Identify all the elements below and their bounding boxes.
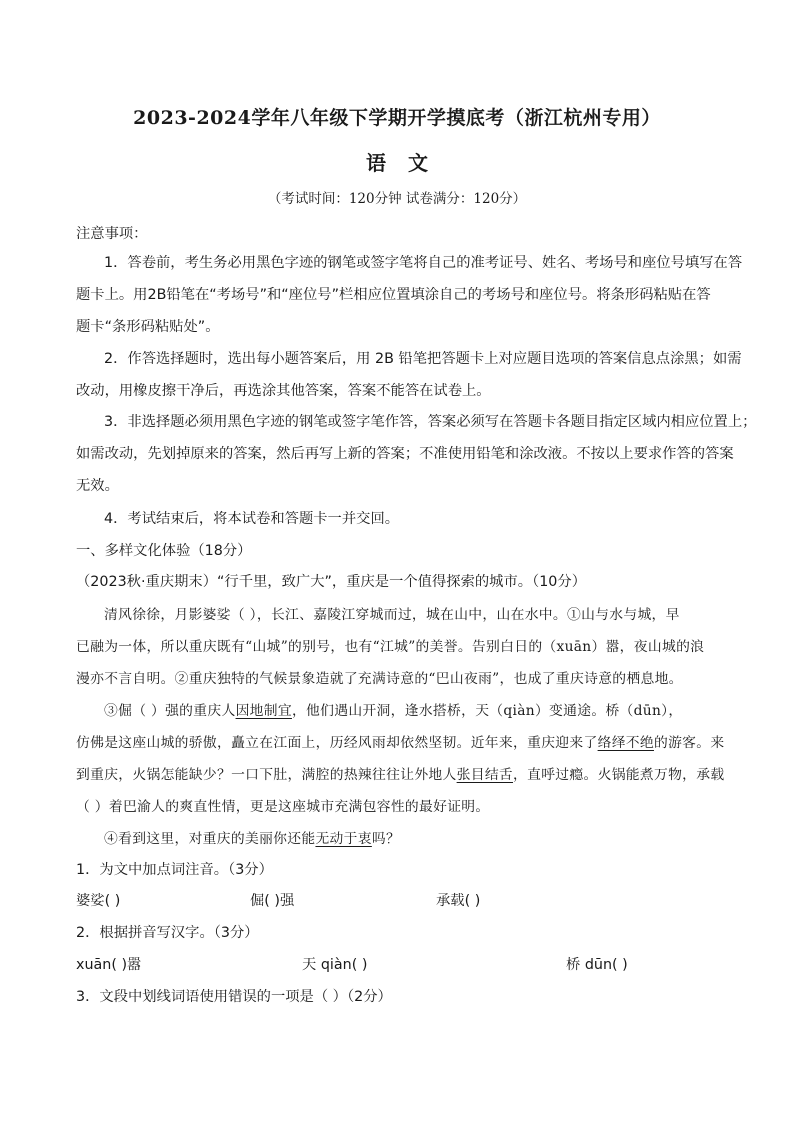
passage-line: 已融为一体，所以重庆既有“山城”的别号，也有“江城”的美誉。告别白日的（xuān）嚣，夜山城的浪 xyxy=(76,639,705,655)
answer-blank[interactable]: 婆娑( ) xyxy=(76,893,121,909)
answer-blank[interactable]: 承载( ) xyxy=(436,893,481,909)
question-3: 3．文段中划线词语使用错误的一项是（ ）（2分） xyxy=(76,989,392,1005)
exam-info: （考试时间：120分钟 试卷满分：120分） xyxy=(267,191,527,207)
notice-line: 2．作答选择题时，选出每小题答案后，用 2B 铅笔把答题卡上对应题目选项的答案信息点涂黑；如需 xyxy=(104,351,742,367)
notice-line: 无效。 xyxy=(76,478,119,494)
answer-blank[interactable]: xuān( )嚣 xyxy=(76,957,142,973)
subject-heading: 语文 xyxy=(366,151,450,175)
answer-blank[interactable]: 倔( )强 xyxy=(250,893,295,909)
question-2: 2．根据拼音写汉字。（3分） xyxy=(76,925,259,941)
notice-line: 题卡上。用2B铅笔在“考场号”和“座位号”栏相应位置填涂自己的考场号和座位号。将条形码粘贴在答 xyxy=(76,287,711,303)
notice-heading: 注意事项： xyxy=(76,226,148,242)
passage-line: 漫亦不言自明。②重庆独特的气候景象造就了充满诗意的“巴山夜雨”，也成了重庆诗意的栖息地。 xyxy=(76,671,683,687)
notice-line: 3．非选择题必须用黑色字迹的钢笔或签字笔作答，答案必须写在答题卡各题目指定区域内相应位置上； xyxy=(104,414,757,430)
notice-line: 题卡“条形码粘贴处”。 xyxy=(76,319,220,335)
underlined-term: 张目结舌 xyxy=(456,767,514,783)
answer-blank[interactable]: 天 qiàn( ) xyxy=(302,957,368,973)
notice-line: 1．答卷前，考生务必用黑色字迹的钢笔或签字笔将自己的准考证号、姓名、考场号和座位号填写在答 xyxy=(104,255,743,271)
notice-line: 如需改动，先划掉原来的答案，然后再写上新的答案；不准使用铅笔和涂改液。不按以上要求作答的答案 xyxy=(76,446,734,462)
underlined-term: 络绎不绝 xyxy=(597,735,654,751)
answer-blank[interactable]: 桥 dūn( ) xyxy=(566,957,628,973)
passage-line: （ ）着巴渝人的爽直性情，更是这座城市充满包容性的最好证明。 xyxy=(76,799,490,815)
passage-line: 仿佛是这座山城的骄傲，矗立在江面上，历经风雨却依然坚韧。近年来，重庆迎来了络绎不绝的游客。来 xyxy=(76,735,725,751)
passage-line: 到重庆，火锅怎能缺少？一口下肚，满腔的热辣往往让外地人张目结舌，直呼过瘾。火锅能煮万物，承载 xyxy=(76,767,725,783)
passage-line: ④看到这里，对重庆的美丽你还能无动于衷吗？ xyxy=(104,831,401,847)
section-heading: 一、多样文化体验（18分） xyxy=(76,543,252,559)
notice-line: 改动，用橡皮擦干净后，再选涂其他答案，答案不能答在试卷上。 xyxy=(76,383,491,399)
section-intro: （2023秋·重庆期末）“行千里，致广大”，重庆是一个值得探索的城市。（10分） xyxy=(76,574,586,590)
exam-title: 2023-2024学年八年级下学期开学摸底考（浙江杭州专用） xyxy=(133,107,661,129)
passage-line: 清风徐徐，月影婆娑（ ），长江、嘉陵江穿城而过，城在山中，山在水中。①山与水与城，早 xyxy=(104,607,680,623)
underlined-term: 因地制宜 xyxy=(235,703,292,719)
question-1: 1．为文中加点词注音。（3分） xyxy=(76,862,273,878)
passage-line: ③倔（ ）强的重庆人因地制宜，他们遇山开洞，逢水搭桥，天（qiàn）变通途。桥（dūn）， xyxy=(104,703,683,719)
notice-line: 4．考试结束后，将本试卷和答题卡一并交回。 xyxy=(104,511,400,527)
underlined-term: 无动于衷 xyxy=(315,831,372,847)
